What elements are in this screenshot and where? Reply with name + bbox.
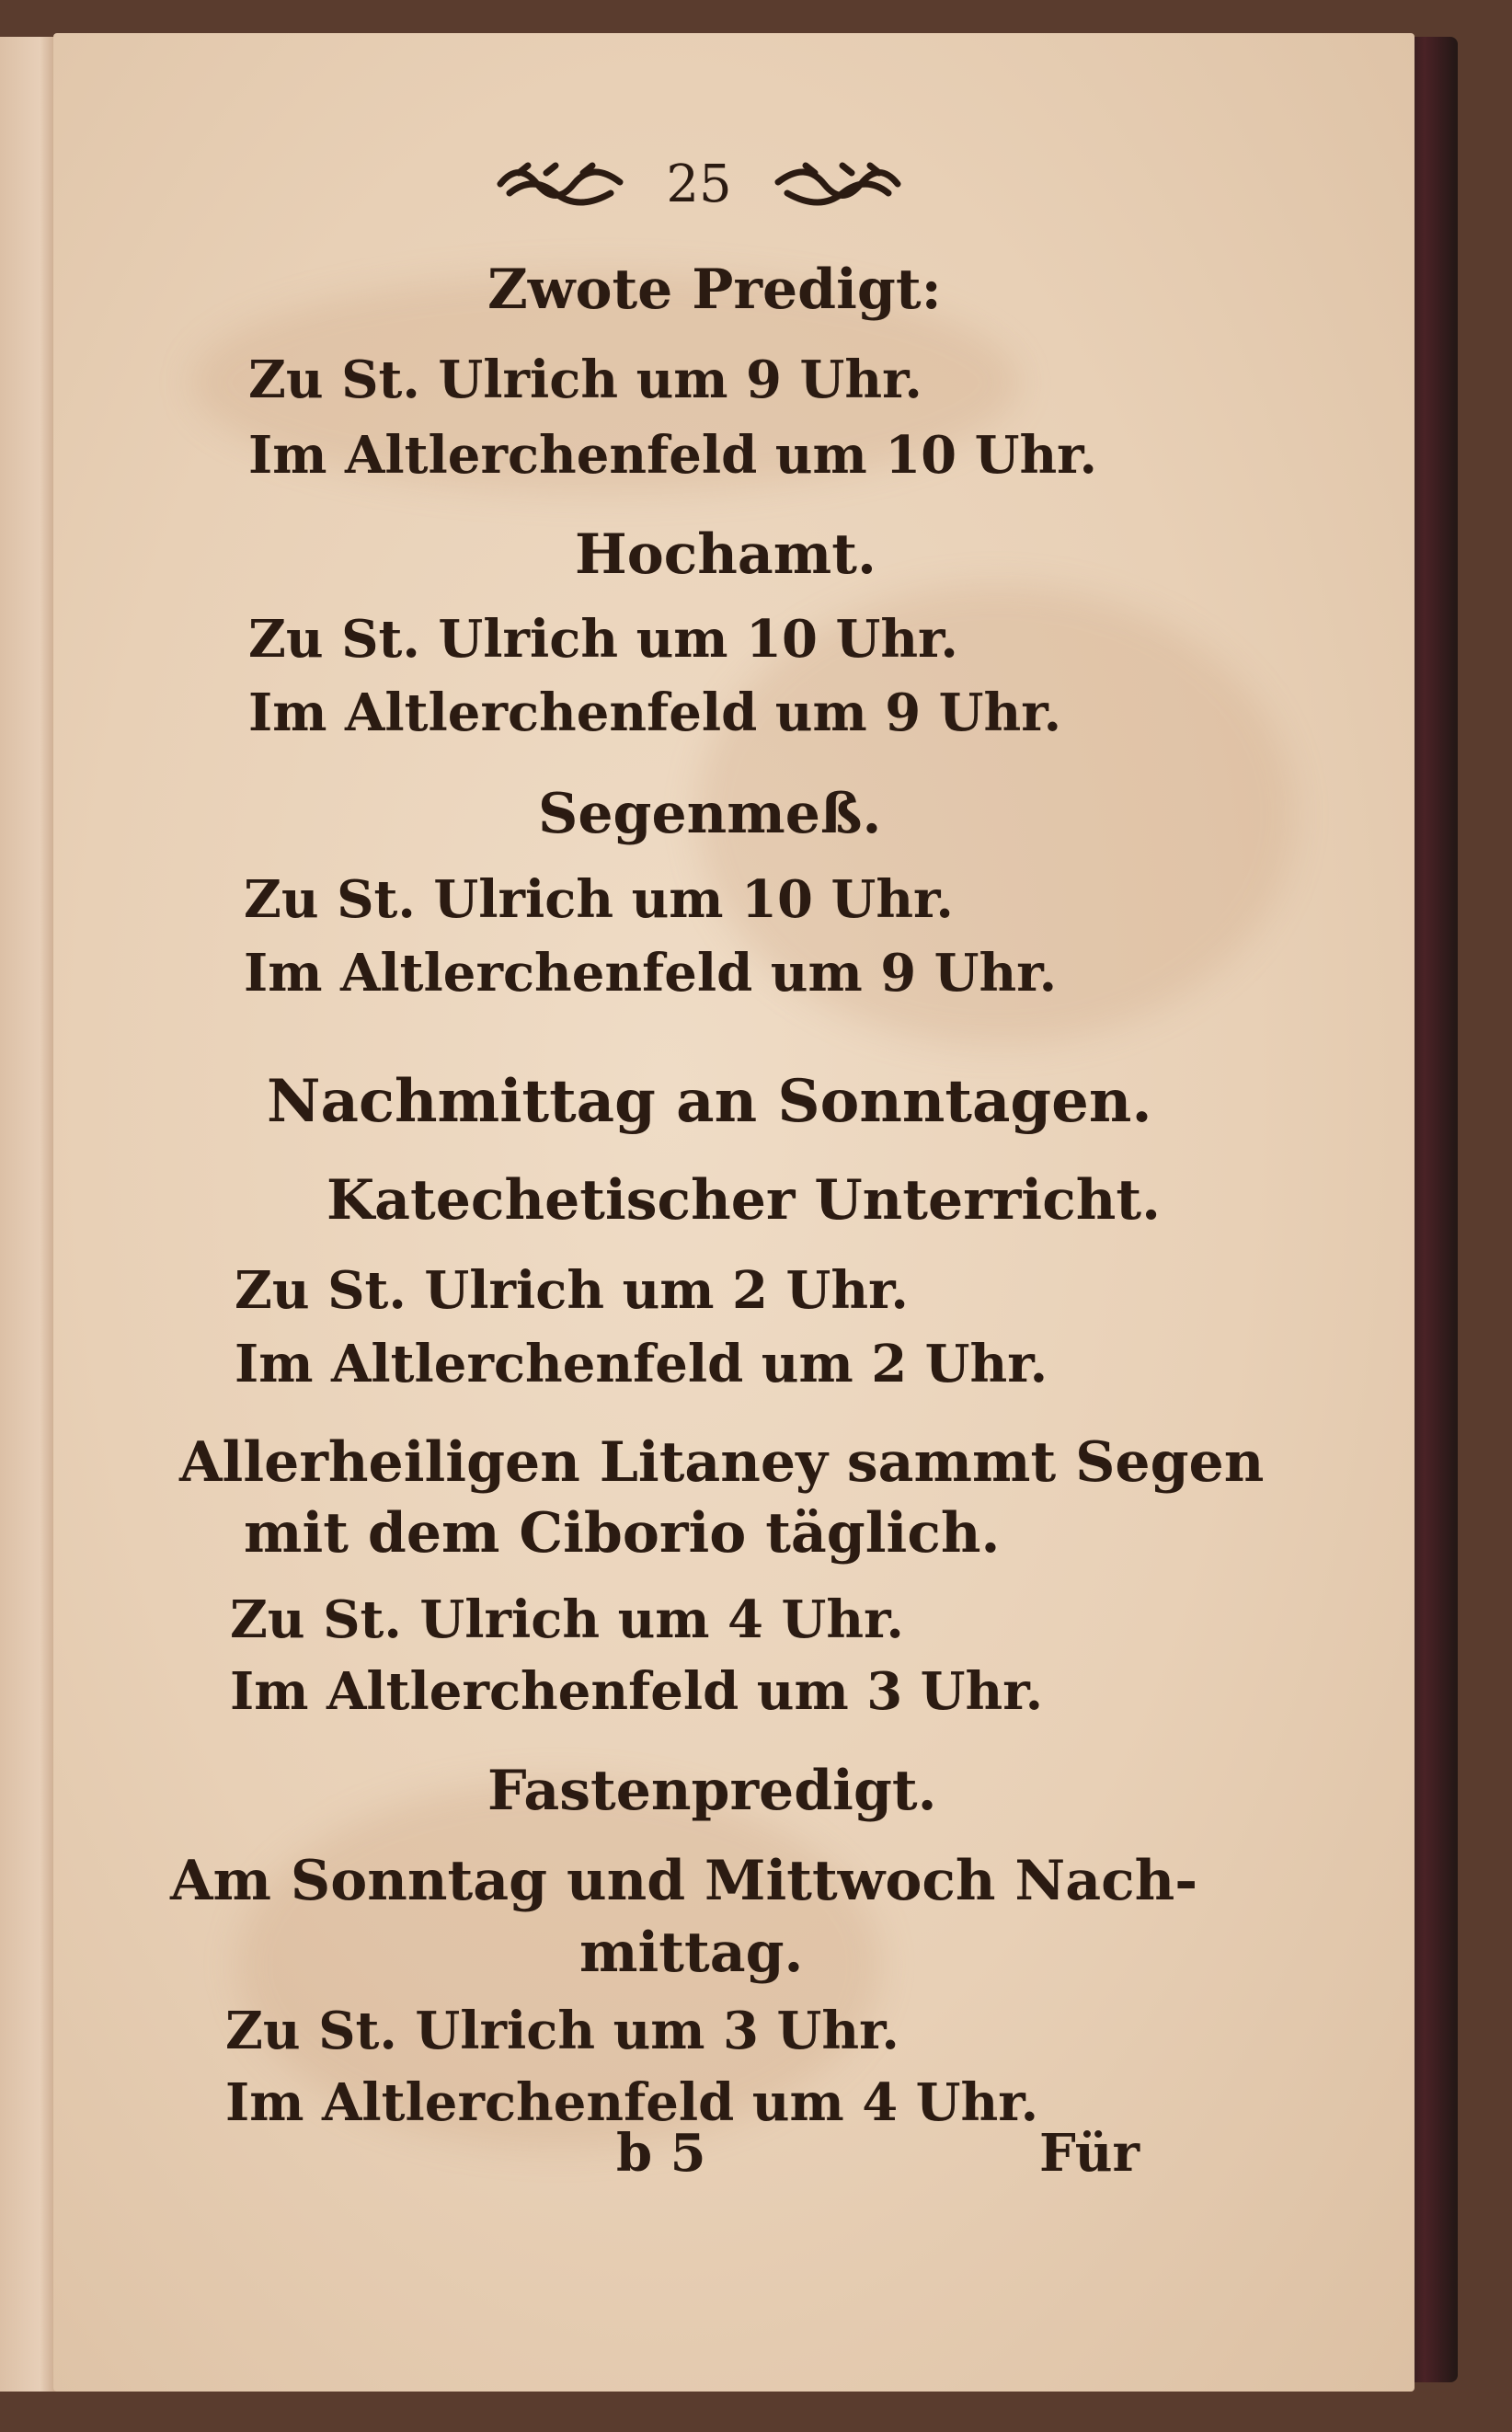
schedule-line: Zu St. Ulrich um 4 Uhr. xyxy=(230,1589,904,1650)
section-heading-katechetischer-unterricht: Katechetischer Unterricht. xyxy=(326,1168,1161,1233)
schedule-line: Zu St. Ulrich um 2 Uhr. xyxy=(235,1260,909,1321)
left-ornament-icon xyxy=(491,156,629,212)
right-ornament-icon xyxy=(769,156,907,212)
schedule-line: Zu St. Ulrich um 3 Uhr. xyxy=(225,2001,899,2061)
schedule-line: Im Altlerchenfeld um 2 Uhr. xyxy=(235,1334,1048,1394)
schedule-line: Im Altlerchenfeld um 9 Uhr. xyxy=(248,683,1062,743)
left-page-edge xyxy=(0,37,57,2392)
section-heading-segenmess: Segenmeß. xyxy=(538,782,882,846)
signature-mark: b 5 xyxy=(616,2123,706,2184)
section-heading-fastenpredigt: Fastenpredigt. xyxy=(487,1759,937,1823)
catchword: Für xyxy=(1039,2123,1140,2184)
section-heading-hochamt: Hochamt. xyxy=(575,522,876,587)
schedule-line: Im Altlerchenfeld um 4 Uhr. xyxy=(225,2072,1039,2133)
schedule-line: Zu St. Ulrich um 10 Uhr. xyxy=(248,609,958,670)
schedule-line: Zu St. Ulrich um 9 Uhr. xyxy=(248,350,922,410)
section-heading-ciborio: mit dem Ciborio täglich. xyxy=(244,1501,1001,1566)
page-header xyxy=(478,147,920,221)
lent-schedule-days: Am Sonntag und Mittwoch Nach- xyxy=(170,1849,1198,1913)
section-heading-allerheiligen-litaney: Allerheiligen Litaney sammt Segen xyxy=(179,1430,1265,1495)
schedule-line: Im Altlerchenfeld um 10 Uhr. xyxy=(248,425,1098,486)
schedule-line: Zu St. Ulrich um 10 Uhr. xyxy=(244,869,954,930)
lent-schedule-days-continued: mittag. xyxy=(579,1921,804,1985)
schedule-line: Im Altlerchenfeld um 3 Uhr. xyxy=(230,1661,1044,1722)
afternoon-title: Nachmittag an Sonntagen. xyxy=(267,1067,1152,1136)
schedule-line: Im Altlerchenfeld um 9 Uhr. xyxy=(244,943,1058,1004)
page-number: 25 xyxy=(666,154,732,214)
section-heading-zwote-predigt: Zwote Predigt: xyxy=(487,258,942,322)
